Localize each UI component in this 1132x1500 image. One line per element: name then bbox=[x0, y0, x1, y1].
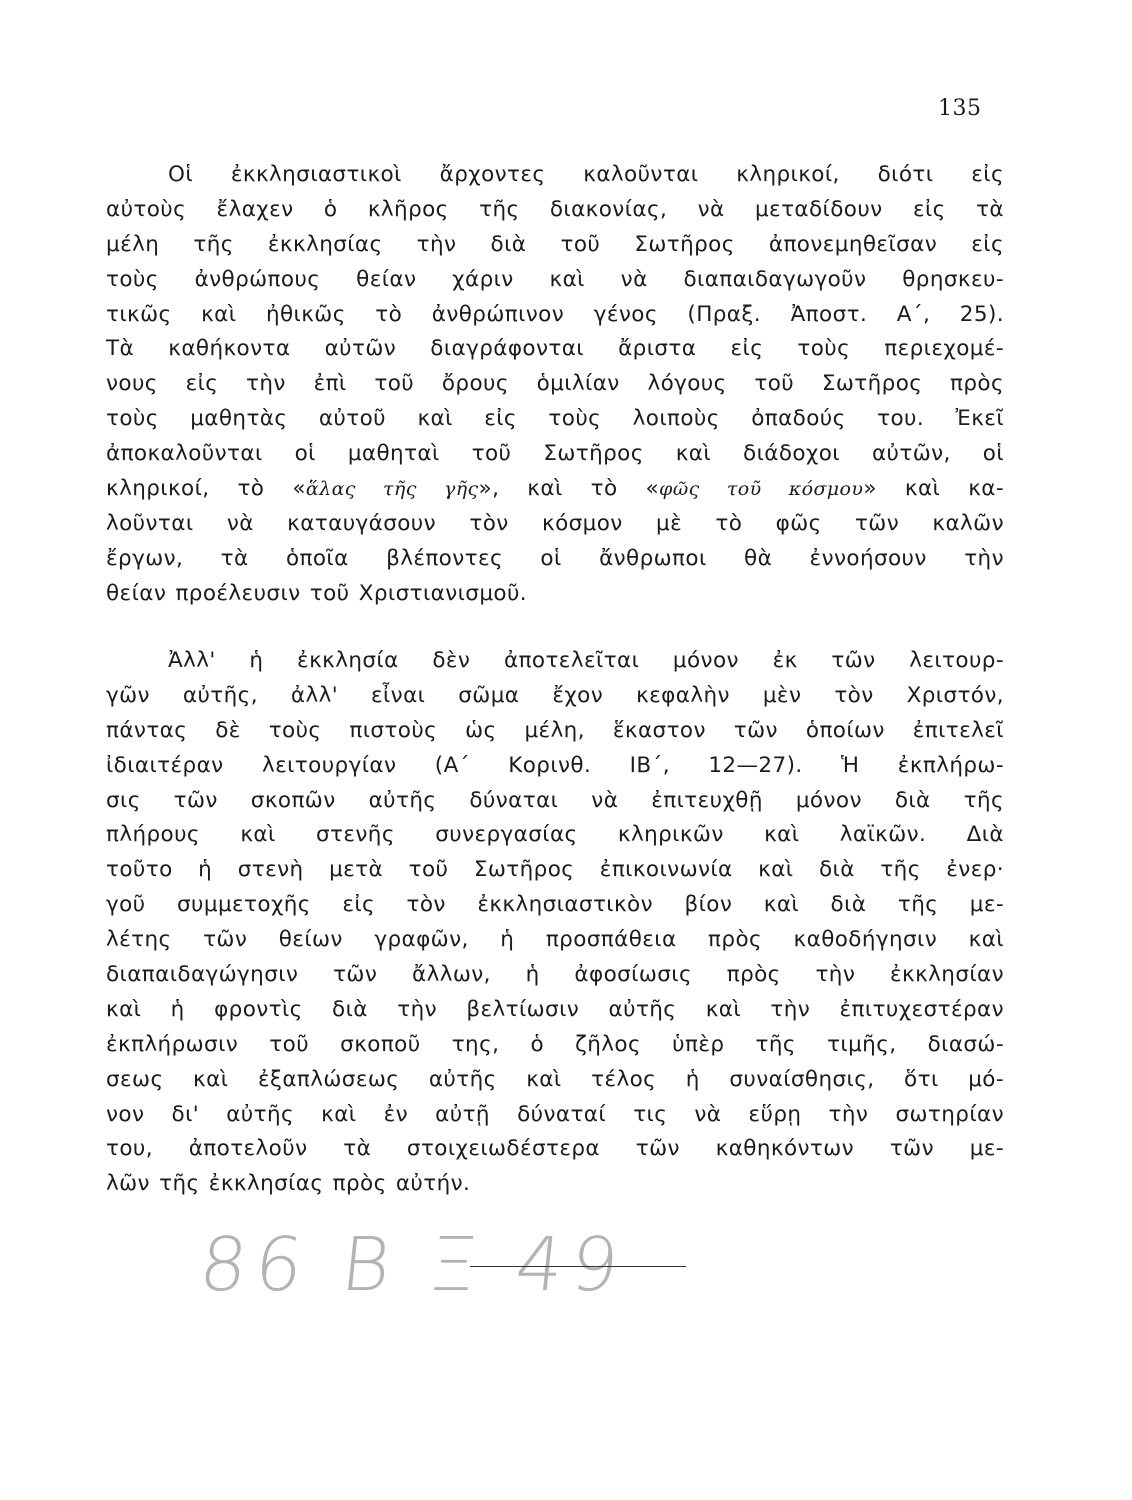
text-line: σεως καὶ ἐξαπλώσεως αὐτῆς καὶ τέλος ἡ συναίσθησις, ὅτι μό- bbox=[106, 1066, 1004, 1092]
text-fragment: », καὶ τὸ « bbox=[478, 476, 660, 502]
text-line: αὐτοὺς ἔλαχεν ὁ κλῆρος τῆς διακονίας, νὰ μεταδίδουν εἰς τὰ bbox=[106, 196, 1004, 222]
page-number: 135 bbox=[938, 96, 982, 121]
text-line: πλήρους καὶ στενῆς συνεργασίας κληρικῶν καὶ λαϊκῶν. Διὰ bbox=[106, 822, 1004, 848]
text-line: του, ἀποτελοῦν τὰ στοιχειωδέστερα τῶν καθηκόντων τῶν με- bbox=[106, 1136, 1004, 1162]
text-line: διαπαιδαγώγησιν τῶν ἄλλων, ἡ ἀφοσίωσις πρὸς τὴν ἐκκλησίαν bbox=[106, 962, 1004, 988]
text-line: Οἱ ἐκκλησιαστικοὶ ἄρχοντες καλοῦνται κληρικοί, διότι εἰς bbox=[168, 162, 1004, 187]
quote-light-of-world: φῶς τοῦ κόσμου bbox=[659, 478, 864, 501]
quote-salt-of-earth: ἅλας τῆς γῆς bbox=[305, 478, 479, 501]
paragraph-1 bbox=[106, 158, 1004, 612]
handwritten-catalog-note: 86 Β Ξ 49 bbox=[195, 1222, 631, 1308]
text-line: ἀποκαλοῦνται οἱ μαθηταὶ τοῦ Σωτῆρος καὶ διάδοχοι αὐτῶν, οἱ bbox=[106, 441, 1004, 467]
paragraph-2 bbox=[106, 644, 1004, 1202]
text-line: λῶν τῆς ἐκκλησίας πρὸς αὐτήν. bbox=[106, 1171, 471, 1197]
text-line: ἰδιαιτέραν λειτουργίαν (Α΄ Κορινθ. ΙΒ΄, 12—27). Ἡ ἐκπλήρω- bbox=[106, 752, 1004, 778]
text-line: καὶ ἡ φροντὶς διὰ τὴν βελτίωσιν αὐτῆς καὶ τὴν ἐπιτυχεστέραν bbox=[106, 996, 1004, 1022]
text-line: τοῦτο ἡ στενὴ μετὰ τοῦ Σωτῆρος ἐπικοινωνία καὶ διὰ τῆς ἐνερ· bbox=[106, 857, 1004, 883]
text-line-with-quotes bbox=[106, 472, 1004, 507]
horizontal-rule bbox=[470, 1266, 686, 1267]
text-line: θείαν προέλευσιν τοῦ Χριστιανισμοῦ. bbox=[106, 580, 528, 606]
text-line: Ἀλλ' ἡ ἐκκλησία δὲν ἀποτελεῖται μόνον ἐκ τῶν λειτουρ- bbox=[168, 648, 1004, 673]
text-line: λέτης τῶν θείων γραφῶν, ἡ προσπάθεια πρὸς καθοδήγησιν καὶ bbox=[106, 927, 1004, 953]
text-line: σις τῶν σκοπῶν αὐτῆς δύναται νὰ ἐπιτευχθῇ μόνον διὰ τῆς bbox=[106, 787, 1004, 813]
text-line: νον δι' αὐτῆς καὶ ἐν αὐτῇ δύναταί τις νὰ εὕρῃ τὴν σωτηρίαν bbox=[106, 1101, 1004, 1127]
text-line: γοῦ συμμετοχῆς εἰς τὸν ἐκκλησιαστικὸν βίον καὶ διὰ τῆς με- bbox=[106, 892, 1004, 918]
text-line: μέλη τῆς ἐκκλησίας τὴν διὰ τοῦ Σωτῆρος ἀπονεμηθεῖσαν εἰς bbox=[106, 231, 1004, 257]
text-line: Τὰ καθήκοντα αὐτῶν διαγράφονται ἄριστα εἰς τοὺς περιεχομέ- bbox=[106, 336, 1004, 362]
text-line: ἐκπλήρωσιν τοῦ σκοποῦ της, ὁ ζῆλος ὑπὲρ τῆς τιμῆς, διασώ- bbox=[106, 1031, 1004, 1057]
text-line: γῶν αὐτῆς, ἀλλ' εἶναι σῶμα ἔχον κεφαλὴν μὲν τὸν Χριστόν, bbox=[106, 682, 1004, 708]
text-line: ἔργων, τὰ ὁποῖα βλέποντες οἱ ἄνθρωποι θὰ ἐννοήσουν τὴν bbox=[106, 545, 1004, 571]
text-fragment: κληρικοί, τὸ « bbox=[106, 476, 306, 502]
text-line: λοῦνται νὰ καταυγάσουν τὸν κόσμον μὲ τὸ φῶς τῶν καλῶν bbox=[106, 510, 1004, 536]
text-line: νους εἰς τὴν ἐπὶ τοῦ ὄρους ὁμιλίαν λόγους τοῦ Σωτῆρος πρὸς bbox=[106, 371, 1004, 397]
text-line: τοὺς μαθητὰς αὐτοῦ καὶ εἰς τοὺς λοιποὺς ὀπαδούς του. Ἐκεῖ bbox=[106, 406, 1004, 432]
text-line: τικῶς καὶ ἠθικῶς τὸ ἀνθρώπινον γένος (Πραξ. Ἀποστ. Α΄, 25). bbox=[106, 301, 1004, 327]
text-line: πάντας δὲ τοὺς πιστοὺς ὡς μέλη, ἕκαστον τῶν ὁποίων ἐπιτελεῖ bbox=[106, 717, 1004, 743]
text-line: τοὺς ἀνθρώπους θείαν χάριν καὶ νὰ διαπαιδαγωγοῦν θρησκευ- bbox=[106, 266, 1004, 292]
text-fragment: » καὶ κα- bbox=[863, 476, 1004, 502]
